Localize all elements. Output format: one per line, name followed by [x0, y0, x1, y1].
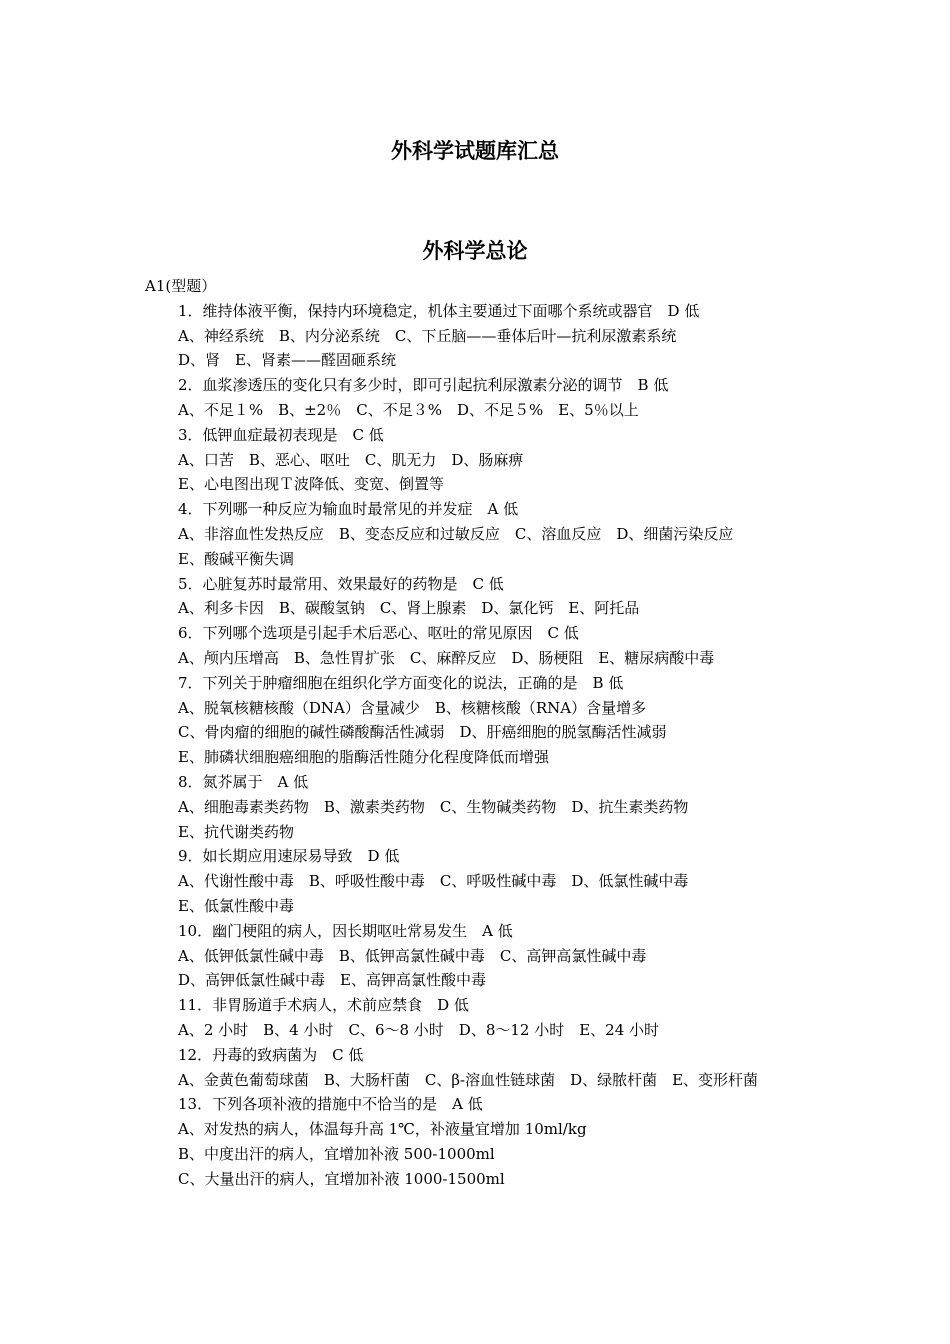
text-line: E、肺磷状细胞癌细胞的脂酶活性随分化程度降低而增强	[178, 748, 549, 767]
text-line: 13．下列各项补液的措施中不恰当的是 A 低	[178, 1095, 483, 1114]
text-line: A、口苦 B、恶心、呕吐 C、肌无力 D、肠麻痹	[178, 450, 524, 469]
text-line: A、对发热的病人，体温每升高 1℃，补液量宜增加 10ml/kg	[178, 1120, 587, 1139]
text-line: 6．下列哪个选项是引起手术后恶心、呕吐的常见原因 C 低	[178, 624, 579, 643]
text-line: A、2 小时 B、4 小时 C、6～8 小时 D、8～12 小时 E、24 小时	[178, 1020, 660, 1039]
text-line: D、肾 E、肾素——醛固砸系统	[178, 351, 396, 370]
text-line: E、抗代谢类药物	[178, 822, 294, 841]
text-line: 4．下列哪一种反应为输血时最常见的并发症 A 低	[178, 500, 519, 519]
section-title: 外科学总论	[422, 239, 528, 263]
text-line: E、心电图出现Ｔ波降低、变宽、倒置等	[178, 475, 444, 494]
text-line: A、低钾低氯性碱中毒 B、低钾高氯性碱中毒 C、高钾高氯性碱中毒	[178, 946, 647, 965]
text-line: 7．下列关于肿瘤细胞在组织化学方面变化的说法，正确的是 B 低	[178, 673, 624, 692]
text-line: E、酸碱平衡失调	[178, 549, 294, 568]
text-line: A、非溶血性发热反应 B、变态反应和过敏反应 C、溶血反应 D、细菌污染反应	[178, 524, 734, 543]
text-line: 11．非胃肠道手术病人，术前应禁食 D 低	[178, 996, 469, 1015]
text-line: A1(型题）	[145, 277, 217, 295]
text-line: A、利多卡因 B、碳酸氢钠 C、肾上腺素 D、氯化钙 E、阿托品	[178, 599, 640, 618]
text-line: C、大量出汗的病人，宜增加补液 1000-1500ml	[178, 1169, 505, 1188]
text-line: A、细胞毒素类药物 B、激素类药物 C、生物碱类药物 D、抗生素类药物	[178, 797, 689, 816]
text-line: C、骨肉瘤的细胞的碱性磷酸酶活性减弱 D、肝癌细胞的脱氢酶活性减弱	[178, 723, 667, 742]
text-line: 10．幽门梗阻的病人，因长期呕吐常易发生 A 低	[178, 921, 513, 940]
text-line: A、神经系统 B、内分泌系统 C、下丘脑——垂体后叶—抗利尿激素系统	[178, 326, 677, 345]
text-line: 12．丹毒的致病菌为 C 低	[178, 1045, 364, 1064]
text-line: 1．维持体液平衡，保持内环境稳定，机体主要通过下面哪个系统或器官 D 低	[178, 301, 700, 320]
text-line: 5．心脏复苏时最常用、效果最好的药物是 C 低	[178, 574, 504, 593]
text-line: A、颅内压增高 B、急性胃扩张 C、麻醉反应 D、肠梗阻 E、糖尿病酸中毒	[178, 648, 715, 667]
text-line: 9．如长期应用速尿易导致 D 低	[178, 847, 400, 866]
question-list	[145, 274, 813, 1191]
text-line: D、高钾低氯性碱中毒 E、高钾高氯性酸中毒	[178, 971, 486, 990]
document-title: 外科学试题库汇总	[391, 139, 559, 163]
text-line: E、低氯性酸中毒	[178, 896, 294, 915]
text-line: A、金黄色葡萄球菌 B、大肠杆菌 C、β-溶血性链球菌 D、绿脓杆菌 E、变形杆菌	[178, 1070, 759, 1089]
text-line: A、脱氧核糖核酸（DNA）含量减少 B、核糖核酸（RNA）含量增多	[178, 698, 647, 717]
text-line: A、代谢性酸中毒 B、呼吸性酸中毒 C、呼吸性碱中毒 D、低氯性碱中毒	[178, 872, 689, 891]
text-line: 2．血浆渗透压的变化只有多少时，即可引起抗利尿激素分泌的调节 B 低	[178, 376, 669, 395]
text-line: 8．氮芥属于 A 低	[178, 772, 309, 791]
text-line: 3．低钾血症最初表现是 C 低	[178, 425, 384, 444]
text-line: B、中度出汗的病人，宜增加补液 500-1000ml	[178, 1144, 495, 1163]
text-line: A、不足１% B、±2％ C、不足３% D、不足５% E、5％以上	[178, 400, 639, 419]
